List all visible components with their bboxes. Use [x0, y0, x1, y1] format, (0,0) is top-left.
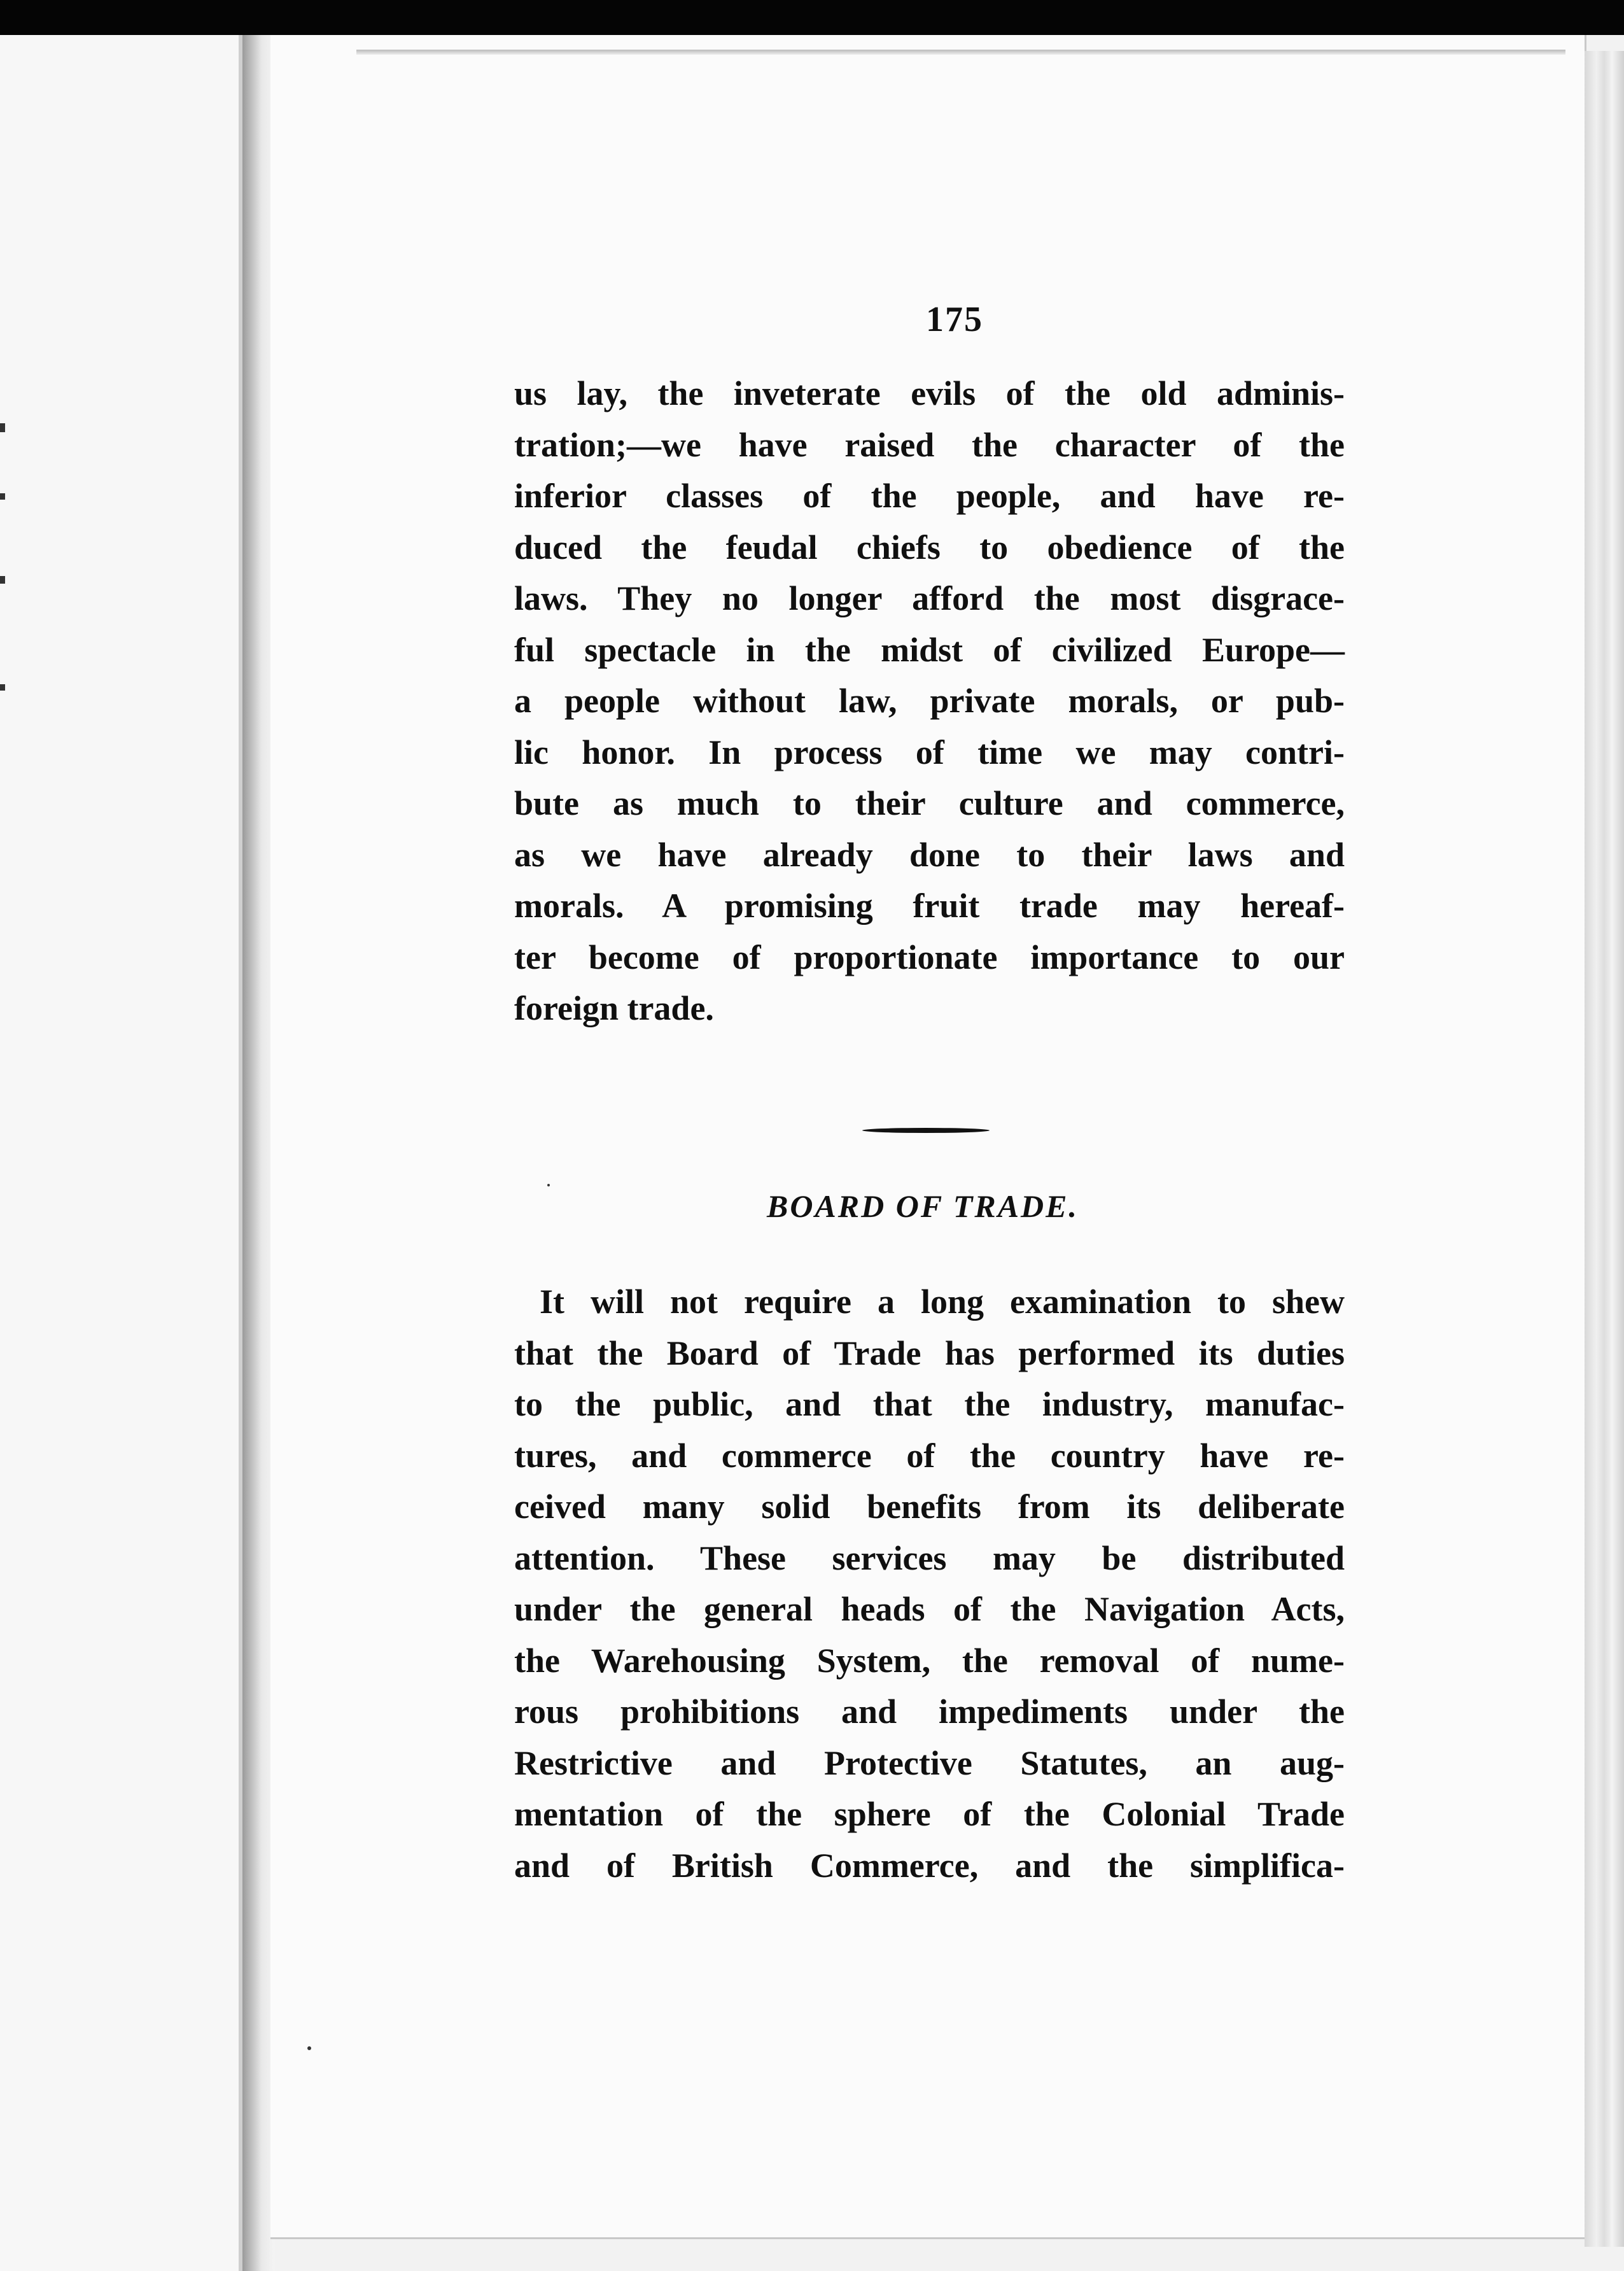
text-line: foreign trade. — [514, 989, 714, 1027]
text-line: to the public, and that the industry, manufac- — [514, 1385, 1345, 1423]
page-number: 175 — [926, 300, 983, 339]
text-line: attention. These services may be distributed — [514, 1538, 1345, 1577]
text-line: ter become of proportionate importance to our — [514, 938, 1345, 976]
text-line: tration;—we have raised the character of the — [514, 425, 1345, 464]
margin-marks — [0, 417, 6, 735]
text-line: us lay, the inveterate evils of the old adminis- — [514, 374, 1345, 412]
section-divider-rule — [862, 1128, 990, 1133]
text-line: that the Board of Trade has performed its duties — [514, 1333, 1345, 1372]
text-line: rous prohibitions and impediments under the — [514, 1692, 1345, 1731]
text-line: It will not require a long examination to shew — [540, 1283, 1345, 1321]
text-line: under the general heads of the Navigation Acts, — [514, 1590, 1345, 1628]
page-top-edge — [356, 50, 1565, 55]
text-line: morals. A promising fruit trade may hereaf- — [514, 887, 1345, 925]
text-line: mentation of the sphere of the Colonial Trade — [514, 1795, 1345, 1833]
text-line: a people without law, private morals, or pub- — [514, 682, 1345, 720]
text-line: the Warehousing System, the removal of nume- — [514, 1641, 1345, 1680]
book-gutter — [242, 35, 274, 2271]
text-line: as we have already done to their laws and — [514, 835, 1345, 874]
previous-page-edge — [0, 35, 242, 2271]
book-page — [270, 35, 1586, 2239]
text-line: duced the feudal chiefs to obedience of the — [514, 528, 1345, 566]
paragraph-1 — [514, 368, 1345, 1034]
page-fore-edge — [1585, 51, 1624, 2247]
section-heading: BOARD OF TRADE. — [766, 1188, 1079, 1224]
text-line: inferior classes of the people, and have re- — [514, 477, 1345, 515]
text-line: lic honor. In process of time we may contri- — [514, 733, 1345, 771]
text-line: laws. They no longer afford the most disgrace- — [514, 579, 1345, 617]
text-line: ful spectacle in the midst of civilized Europe— — [514, 630, 1345, 669]
text-line: ceived many solid benefits from its deliberate — [514, 1487, 1345, 1526]
ink-speck — [307, 2046, 311, 2050]
ink-speck — [547, 1184, 550, 1186]
text-line: Restrictive and Protective Statutes, an aug- — [514, 1743, 1345, 1782]
scan-border-top — [0, 0, 1624, 35]
text-line: bute as much to their culture and commerce, — [514, 784, 1345, 822]
text-line: and of British Commerce, and the simplifica- — [514, 1846, 1345, 1885]
paragraph-2 — [514, 1276, 1345, 1891]
text-line: tures, and commerce of the country have re- — [514, 1436, 1345, 1475]
